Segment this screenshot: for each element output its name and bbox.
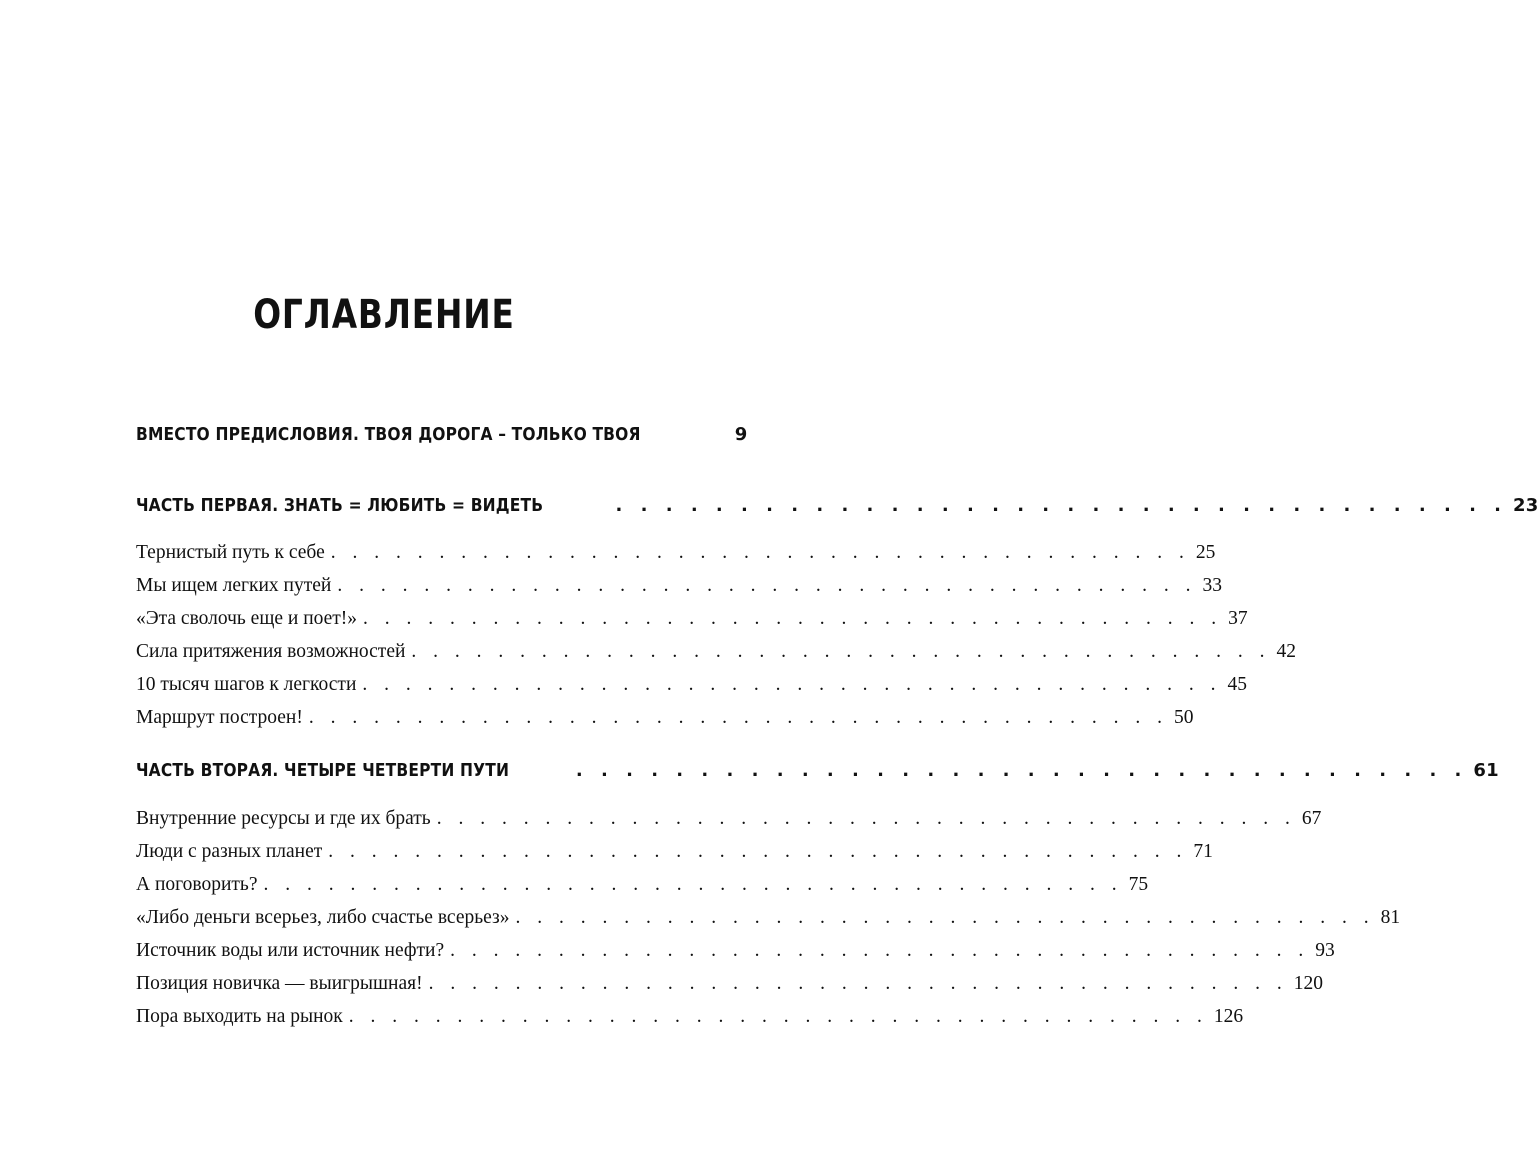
toc-leader-dots: . . . . . . . . . . . . . . . . . . . . . . . . . . . . . . . . . . . . . . . . — [362, 674, 1222, 695]
toc-leader-dots: . . . . . . . . . . . . . . . . . . . . . . . . . . . . . . . . . . . . — [575, 760, 1468, 781]
toc-leader-dots: . . . . . . . . . . . . . . . . . . . . . . . . . . . . . . . . . . . . . . . . — [363, 608, 1223, 629]
toc-page-number: 61 — [1473, 760, 1499, 781]
toc-entry-label: ЧАСТЬ ПЕРВАЯ. ЗНАТЬ = ЛЮБИТЬ = ВИДЕТЬ — [136, 495, 544, 516]
toc-entry-label: Мы ищем легких путей — [136, 575, 332, 596]
toc-entry — [136, 808, 1322, 830]
toc-page-number: 75 — [1128, 874, 1149, 895]
toc-leader-dots: . . . . . . . . . . . . . . . . . . . . . . . . . . . . . . . . . . . . . . . . — [450, 940, 1310, 961]
toc-leader-dots: . . . . . . . . . . . . . . . . . . . . . . . . . . . . . . . . . . . . . . . . — [348, 1006, 1208, 1027]
page-title: ОГЛАВЛЕНИЕ — [253, 292, 515, 338]
toc-entry-label: 10 тысяч шагов к легкости — [136, 674, 357, 695]
toc-page-number: 42 — [1276, 641, 1297, 662]
toc-page-number: 50 — [1173, 707, 1194, 728]
toc-entry — [136, 973, 1323, 995]
toc-entry — [136, 874, 1149, 896]
toc-entry-label: Источник воды или источник нефти? — [136, 940, 445, 961]
toc-leader-dots: . . . . . . . . . . . . . . . . . . . . . . . . . . . . . . . . . . . . — [615, 495, 1508, 516]
toc-page-number: 25 — [1195, 542, 1216, 563]
toc-page-number: 33 — [1202, 575, 1222, 596]
toc-entry-label: Маршрут построен! — [136, 707, 303, 728]
toc-page-number: 81 — [1380, 907, 1401, 928]
toc-entry-label: Внутренние ресурсы и где их брать — [136, 808, 431, 829]
toc-leader-dots: . . . . . . . . . . . . . . . . . . . . . . . . . . . . . . . . . . . . . . . . — [328, 841, 1188, 862]
toc-leader-dots: . . . . . . . . . . . . . . . . . . . . . . . . . . . . . . . . . . . . . . . . — [428, 973, 1288, 994]
toc-page-number: 71 — [1193, 841, 1213, 862]
toc-leader-dots: . . . . . . . . . . . . . . . . . . . . . . . . . . . . . . . . . . . . . . . . — [330, 542, 1190, 563]
toc-entry-label: «Либо деньги всерьез, либо счастье всерьез» — [136, 907, 510, 928]
toc-page-number: 9 — [734, 424, 748, 445]
toc-page-number: 67 — [1301, 808, 1322, 829]
toc-entry-label: Сила притяжения возможностей — [136, 641, 406, 662]
toc-entry — [136, 575, 1222, 597]
toc-entry-label: Позиция новичка — выигрышная! — [136, 973, 423, 994]
toc-entry-label: ЧАСТЬ ВТОРАЯ. ЧЕТЫРЕ ЧЕТВЕРТИ ПУТИ — [136, 760, 510, 781]
toc-entry — [136, 641, 1297, 663]
toc-entry — [136, 674, 1248, 696]
toc-page-number: 37 — [1228, 608, 1248, 629]
toc-entry-chapter — [136, 495, 1538, 516]
toc-page-number: 126 — [1213, 1006, 1244, 1027]
toc-entry — [136, 542, 1216, 564]
toc-page-number: 93 — [1315, 940, 1335, 961]
toc-entry-label: Тернистый путь к себе — [136, 542, 325, 563]
toc-entry-chapter — [136, 424, 748, 445]
toc-entry-label: ВМЕСТО ПРЕДИСЛОВИЯ. ТВОЯ ДОРОГА – ТОЛЬКО ТВОЯ — [136, 424, 641, 445]
toc-entry-label: А поговорить? — [136, 874, 258, 895]
toc-leader-dots: . . . . . . . . . . . . . . . . . . . . . . . . . . . . . . . . . . . . . . . . — [337, 575, 1197, 596]
toc-entry — [136, 907, 1401, 929]
toc-leader-dots: . . . . . . . . . . . . . . . . . . . . . . . . . . . . . . . . . . . . . . . . — [411, 641, 1271, 662]
toc-page-number: 120 — [1293, 973, 1323, 994]
toc-entry-label: «Эта сволочь еще и поет!» — [136, 608, 358, 629]
toc-entry — [136, 841, 1213, 863]
toc-leader-dots: . . . . . . . . . . . . . . . . . . . . . . . . . . . . . . . . . . . . . . . . — [515, 907, 1375, 928]
toc-leader-dots: . . . . . . . . . . . . . . . . . . . . . . . . . . . . . . . . . . . . . . . . — [308, 707, 1168, 728]
toc-entry-label: Пора выходить на рынок — [136, 1006, 343, 1027]
toc-entry — [136, 1006, 1244, 1028]
toc-entry — [136, 940, 1335, 962]
toc-entry-chapter — [136, 760, 1499, 781]
toc-entry — [136, 707, 1194, 729]
toc-leader-dots: . . . . . . . . . . . . . . . . . . . . . . . . . . . . . . . . . . . . . . . . — [263, 874, 1123, 895]
toc-leader-dots: . . . . . . . . . . . . . . . . . . . . . . . . . . . . . . . . . . . . . . . . — [436, 808, 1296, 829]
toc-page-number: 45 — [1227, 674, 1248, 695]
toc-entry — [136, 608, 1248, 630]
toc-entry-label: Люди с разных планет — [136, 841, 323, 862]
toc-page-number: 23 — [1513, 495, 1538, 516]
